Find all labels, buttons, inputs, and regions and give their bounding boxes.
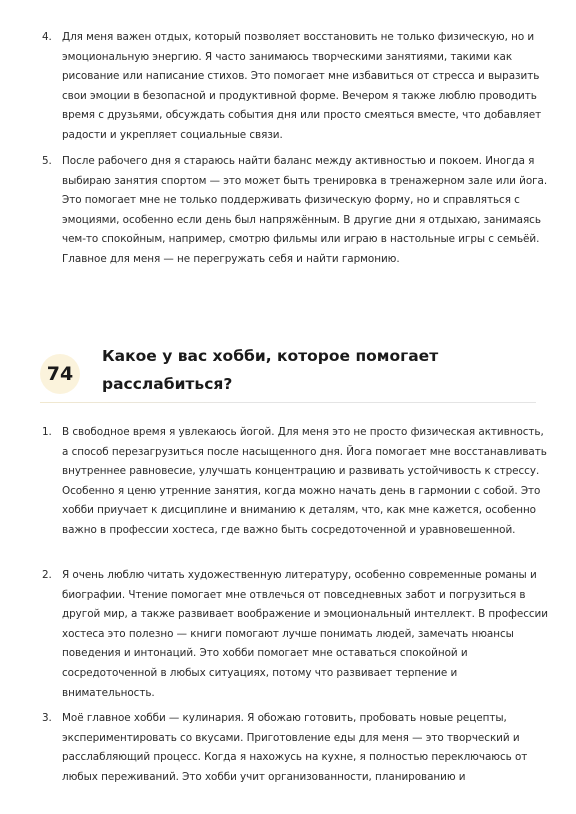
item-text: Для меня важен отдых, который позволяет восстановить не только физическую, но и эмоциональную энергию. Я часто занимаюсь творческими занятиями, такими как рисование или написание стихов. Это помогает мне избавиться от стресса и выразить свои эмоции в безопасной и продуктивной форме. Вечером я также люблю проводить время с друзьями, обсуждать события дня или просто смеяться вместе, что добавляет радости и укрепляет социальные связи. (62, 31, 542, 141)
question-number-badge: 74 (40, 354, 80, 394)
question-title: Какое у вас хобби, которое помогает расслабиться? (102, 347, 439, 393)
item-number: 4. (42, 31, 52, 43)
item-text: После рабочего дня я стараюсь найти баланс между активностью и покоем. Иногда я выбираю занятия спортом — это может быть тренировка в тренажерном зале или йога. Это помогает мне не только поддерживать физическую форму, но и справляться с эмоциями, особенно если день был напряжённым. В другие дни я отдыхаю, занимаясь чем-то спокойным, например, смотрю фильмы или играю в настольные игры с семьёй. Главное для меня — не перегружать себя и найти гармонию. (62, 155, 548, 265)
item-number: 2. (42, 569, 52, 581)
item-text: В свободное время я увлекаюсь йогой. Для меня это не просто физическая активность, а способ перезагрузиться после насыщенного дня. Йога помогает мне восстанавливать внутреннее равновесие, улучшать концентрацию и развивать устойчивость к стрессу. Особенно я ценю утренние занятия, когда можно начать день в гармонии с собой. Это хобби приучает к дисциплине и вниманию к деталям, что, как мне кажется, особенно важно в профессии хостеса, где важно быть сосредоточенной и уравновешенной. (62, 426, 547, 536)
list-item (42, 566, 548, 703)
list-item (42, 28, 548, 146)
item-text: Я очень люблю читать художественную литературу, особенно современные романы и биографии. Чтение помогает мне отвлечься от повседневных забот и погрузиться в другой мир, а также развивает воображение и эмоциональный интеллект. В профессии хостеса это полезно — книги помогают лучше понимать людей, замечать нюансы поведения и интонаций. Это хобби помогает мне оставаться спокойной и сосредоточенной в любых ситуациях, потому что развивает терпение и внимательность. (62, 569, 548, 699)
list-item (42, 709, 548, 787)
item-number: 3. (42, 712, 52, 724)
header-divider (40, 402, 536, 403)
item-text: Моё главное хобби — кулинария. Я обожаю готовить, пробовать новые рецепты, экспериментировать со вкусами. Приготовление еды для меня — это творческий и расслабляющий процесс. Когда я нахожусь на кухне, я полностью переключаюсь от любых переживаний. Это хобби учит организованности, планированию и (62, 712, 528, 783)
item-number: 5. (42, 155, 52, 167)
list-item (42, 152, 548, 270)
list-item (42, 423, 548, 541)
item-number: 1. (42, 426, 52, 438)
question-header (40, 342, 536, 404)
